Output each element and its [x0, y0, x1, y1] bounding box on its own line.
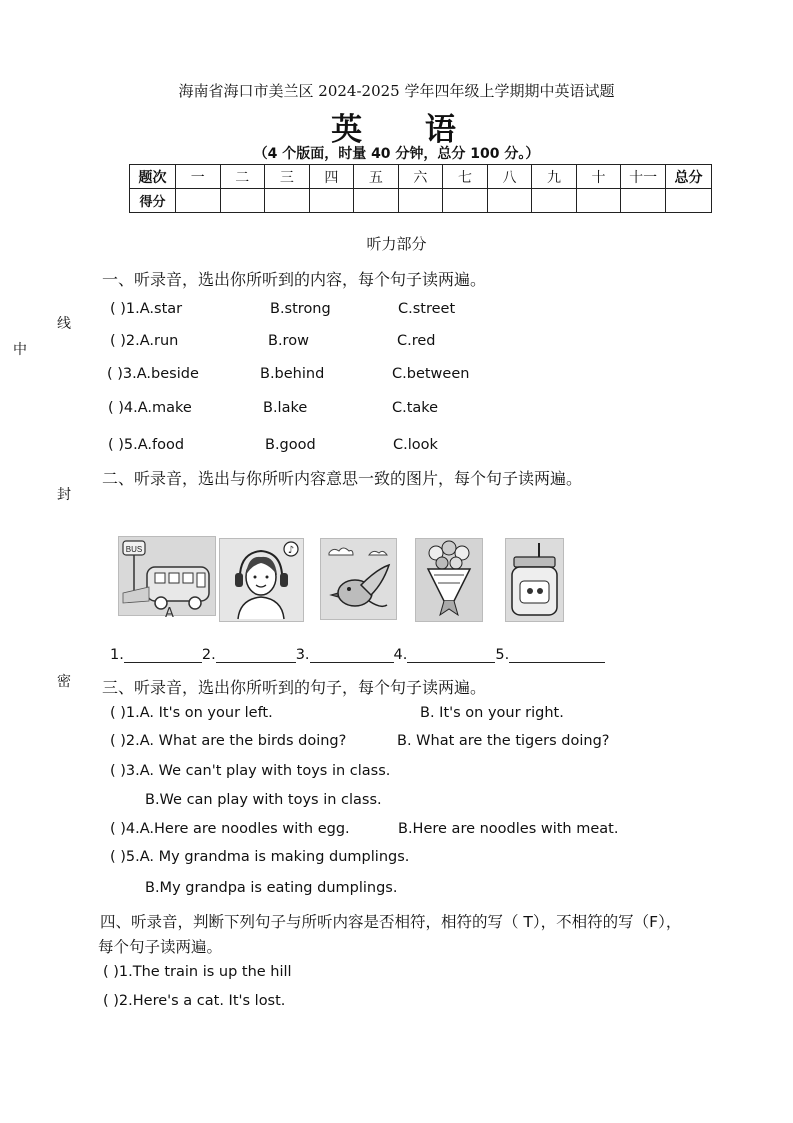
question-option-a[interactable]: ( )3.A.beside — [107, 366, 199, 382]
margin-label-zhong: 中 — [13, 342, 27, 358]
answer-blank[interactable] — [216, 648, 296, 663]
question-option-b[interactable]: B. It's on your right. — [420, 705, 564, 721]
question-option-a[interactable]: ( )1.A.star — [110, 301, 183, 317]
picture-option[interactable] — [118, 536, 216, 616]
picture-option[interactable] — [219, 538, 304, 622]
listening-section-header: 听力部分 — [366, 235, 427, 253]
flower-bouquet-icon — [416, 539, 482, 621]
score-input-cell[interactable] — [666, 189, 712, 213]
question-option-c[interactable]: C.look — [393, 437, 438, 453]
svg-text:♪: ♪ — [287, 545, 295, 556]
blank-label: 1. — [110, 647, 124, 663]
score-table-cell: 总分 — [666, 165, 712, 189]
question-option-a[interactable]: ( )3.A. We can't play with toys in class. — [110, 763, 391, 779]
score-table-cell: 一 — [176, 165, 221, 189]
true-false-question[interactable]: ( )1.The train is up the hill — [103, 964, 292, 980]
question-option-a[interactable]: ( )1.A. It's on your left. — [110, 705, 273, 721]
score-input-cell[interactable] — [265, 189, 310, 213]
picture-label-a: A — [165, 606, 174, 621]
score-input-cell[interactable] — [398, 189, 443, 213]
score-table-header-row — [130, 165, 712, 189]
answer-blank[interactable] — [407, 648, 495, 663]
score-input-cell[interactable] — [532, 189, 577, 213]
score-table-cell: 八 — [487, 165, 532, 189]
answer-blank[interactable] — [310, 648, 394, 663]
section3-heading: 三、听录音，选出你所听到的句子，每个句子读两遍。 — [102, 678, 487, 697]
blank-label: 4. — [393, 647, 408, 663]
answer-blank[interactable] — [124, 648, 202, 663]
question-option-a[interactable]: ( )5.A. My grandma is making dumplings. — [110, 849, 410, 865]
question-option-b[interactable]: B.row — [268, 333, 309, 349]
question-option-b[interactable]: B.My grandpa is eating dumplings. — [145, 880, 398, 896]
score-table-cell: 五 — [354, 165, 399, 189]
score-table-score-row — [130, 189, 712, 213]
section4-heading: 四、听录音，判断下列句子与所听内容是否相符，相符的写（ T），不相符的写（F）， — [100, 913, 682, 931]
score-table — [129, 164, 712, 213]
section2-heading: 二、听录音，选出与你所听内容意思一致的图片，每个句子读两遍。 — [102, 469, 583, 488]
answer-blank[interactable] — [509, 648, 605, 663]
question-option-c[interactable]: C.between — [392, 366, 470, 382]
girl-headphones-icon — [220, 539, 303, 621]
question-option-a[interactable]: ( )2.A.run — [110, 333, 179, 349]
score-table-cell: 得分 — [130, 189, 176, 213]
answer-blanks-row — [110, 647, 605, 663]
exam-subtitle: 海南省海口市美兰区 2024-2025 学年四年级上学期期中英语试题 — [178, 82, 615, 100]
question-option-b[interactable]: B.strong — [270, 301, 331, 317]
margin-label-mi: 密 — [57, 674, 71, 690]
blank-label: 5. — [495, 647, 510, 663]
score-table-cell: 十一 — [621, 165, 666, 189]
section1-heading: 一、听录音，选出你所听到的内容，每个句子读两遍。 — [102, 270, 487, 289]
score-input-cell[interactable] — [621, 189, 666, 213]
margin-label-feng: 封 — [57, 487, 71, 503]
picture-option[interactable] — [505, 538, 564, 622]
score-table-cell: 十 — [576, 165, 621, 189]
exam-title: 英 语 — [331, 112, 482, 148]
question-option-a[interactable]: ( )2.A. What are the birds doing? — [110, 733, 347, 749]
question-option-b[interactable]: B. What are the tigers doing? — [397, 733, 610, 749]
score-input-cell[interactable] — [176, 189, 221, 213]
bird-icon — [321, 539, 396, 619]
score-table-cell: 题次 — [130, 165, 176, 189]
question-option-b[interactable]: B.We can play with toys in class. — [145, 792, 382, 808]
score-table-cell: 二 — [220, 165, 265, 189]
bus-sign-text: BUS — [125, 545, 143, 554]
question-option-a[interactable]: ( )5.A.food — [108, 437, 185, 453]
jar-icon — [506, 539, 563, 621]
blank-label: 2. — [201, 647, 216, 663]
score-input-cell[interactable] — [354, 189, 399, 213]
true-false-question[interactable]: ( )2.Here's a cat. It's lost. — [103, 993, 286, 1009]
score-table-cell: 三 — [265, 165, 310, 189]
score-table-cell: 九 — [532, 165, 577, 189]
question-option-c[interactable]: C.street — [398, 301, 456, 317]
question-option-c[interactable]: C.take — [392, 400, 439, 416]
picture-option[interactable] — [320, 538, 397, 620]
score-input-cell[interactable] — [487, 189, 532, 213]
picture-option[interactable] — [415, 538, 483, 622]
bus-icon — [119, 537, 215, 615]
score-input-cell[interactable] — [443, 189, 488, 213]
exam-note: （4 个版面，时量 40 分钟，总分 100 分。） — [253, 146, 540, 162]
score-table-cell: 七 — [443, 165, 488, 189]
question-option-a[interactable]: ( )4.A.Here are noodles with egg. — [110, 821, 350, 837]
score-input-cell[interactable] — [309, 189, 354, 213]
score-table-cell: 六 — [398, 165, 443, 189]
question-option-b[interactable]: B.good — [265, 437, 316, 453]
question-option-b[interactable]: B.lake — [263, 400, 308, 416]
score-input-cell[interactable] — [220, 189, 265, 213]
section4-heading-cont: 每个句子读两遍。 — [98, 938, 223, 956]
score-input-cell[interactable] — [576, 189, 621, 213]
blank-label: 3. — [295, 647, 310, 663]
score-table-cell: 四 — [309, 165, 354, 189]
question-option-b[interactable]: B.behind — [260, 366, 325, 382]
margin-label-xian: 线 — [57, 316, 71, 332]
question-option-a[interactable]: ( )4.A.make — [108, 400, 192, 416]
question-option-b[interactable]: B.Here are noodles with meat. — [398, 821, 619, 837]
question-option-c[interactable]: C.red — [397, 333, 436, 349]
